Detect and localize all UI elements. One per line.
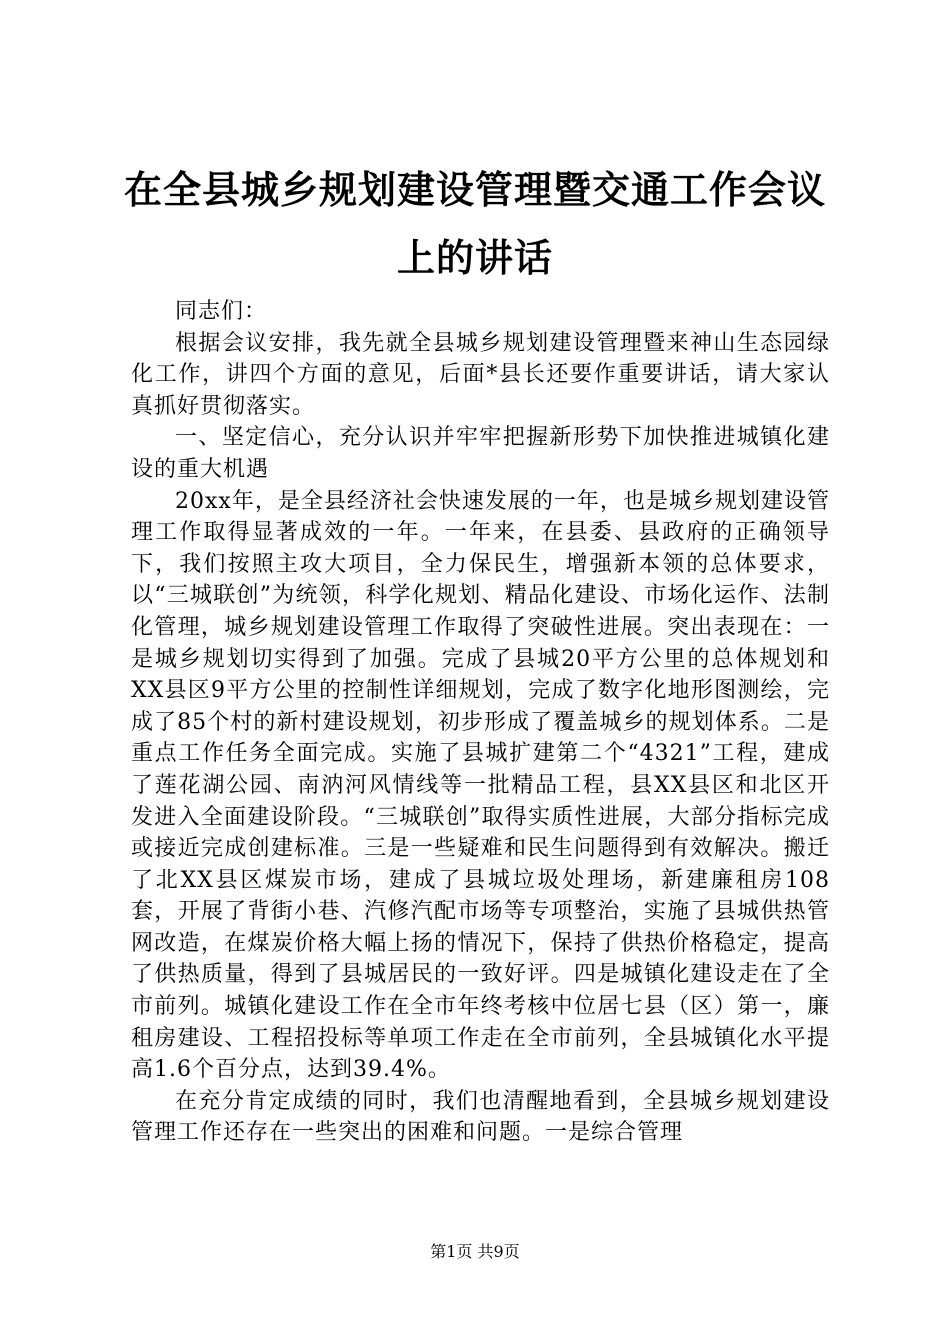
page-footer: 第1页 共9页 bbox=[430, 1242, 520, 1261]
paragraph-intro: 根据会议安排，我先就全县城乡规划建设管理暨来神山生态园绿化工作，讲四个方面的意见，后面*县长还要作重要讲话，请大家认真抓好贯彻落实。 bbox=[131, 330, 830, 419]
document-title: 在全县城乡规划建设管理暨交通工作会议上的讲话 bbox=[123, 167, 826, 280]
document-body bbox=[131, 296, 830, 1149]
salutation: 同志们： bbox=[175, 299, 268, 324]
paragraph-achievements: 20xx年，是全县经济社会快速发展的一年，也是城乡规划建设管理工作取得显著成效的一年。一年来，在县委、县政府的正确领导下，我们按照主攻大项目，全力保民生，增强新本领的总体要求，以“三城联创”为统领，科学化规划、精品化建设、市场化运作、法制化管理，城乡规划建设管理工作取得了突破性进展。突出表现在：一是城乡规划切实得到了加强。完成了县城20平方公里的总体规划和XX县区9平方公里的控制性详细规划，完成了数字化地形图测绘，完成了85个村的新村建设规划，初步形成了覆盖城乡的规划体系。二是重点工作任务全面完成。实施了县城扩建第二个“4321”工程，建成了莲花湖公园、南汭河风情线等一批精品工程，县XX县区和北区开发进入全面建设阶段。“三城联创”取得实质性进展，大部分指标完成或接近完成创建标准。三是一些疑难和民生问题得到有效解决。搬迁了北XX县区煤炭市场，建成了县城垃圾处理场，新建廉租房108套，开展了背街小巷、汽修汽配市场等专项整治，实施了县城供热管网改造，在煤炭价格大幅上扬的情况下，保持了供热价格稳定，提高了供热质量，得到了县城居民的一致好评。四是城镇化建设走在了全市前列。城镇化建设工作在全市年终考核中位居七县（区）第一，廉租房建设、工程招投标等单项工作走在全市前列，全县城镇化水平提高1.6个百分点，达到39.4%。 bbox=[131, 488, 830, 1083]
paragraph-problems: 在充分肯定成绩的同时，我们也清醒地看到，全县城乡规划建设管理工作还存在一些突出的困难和问题。一是综合管理 bbox=[131, 1088, 830, 1146]
section-heading-1: 一、坚定信心，充分认识并牢牢把握新形势下加快推进城镇化建设的重大机遇 bbox=[131, 425, 830, 482]
